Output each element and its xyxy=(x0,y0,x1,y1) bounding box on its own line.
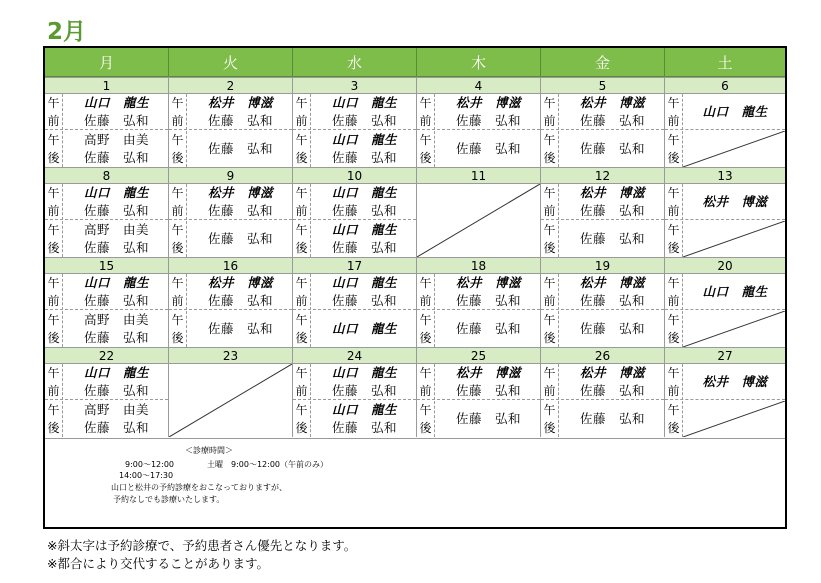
day-cell xyxy=(665,257,785,347)
doctor-name: 佐藤 弘和 xyxy=(455,293,521,308)
weekday-header-cell: 火 xyxy=(169,48,293,77)
closed-slash xyxy=(417,184,540,257)
weekday-header-cell: 木 xyxy=(417,48,541,77)
doctor-name: 佐藤 弘和 xyxy=(83,240,149,255)
date-number: 2 xyxy=(169,77,292,94)
date-number: 3 xyxy=(293,77,416,94)
month-title: 2月 xyxy=(47,19,87,45)
doctor-name: 松井 博滋 xyxy=(455,365,521,380)
day-cell xyxy=(45,257,169,347)
afternoon-slot xyxy=(541,131,664,167)
morning-slot xyxy=(665,184,785,220)
session-label: 午 後 xyxy=(541,221,559,257)
day-cell xyxy=(665,347,785,437)
closed-slash xyxy=(169,364,292,437)
date-number: 12 xyxy=(541,167,664,184)
morning-slot xyxy=(45,274,168,310)
date-number: 5 xyxy=(541,77,664,94)
doctor-name: 佐藤 弘和 xyxy=(207,231,273,246)
doctor-name: 山口 龍生 xyxy=(331,222,397,237)
session-label: 午 前 xyxy=(293,364,311,400)
day-cell xyxy=(45,347,169,437)
doctor-name: 佐藤 弘和 xyxy=(455,383,521,398)
doctor-name: 松井 博滋 xyxy=(702,194,768,209)
session-label: 午 前 xyxy=(169,274,187,310)
session-label: 午 前 xyxy=(541,274,559,310)
session-label: 午 後 xyxy=(169,131,187,167)
footer-note-2: ※都合により交代することがあります。 xyxy=(47,556,269,571)
session-label: 午 後 xyxy=(45,221,63,257)
session-label: 午 前 xyxy=(293,184,311,220)
doctor-name: 佐藤 弘和 xyxy=(331,113,397,128)
session-label: 午 前 xyxy=(45,274,63,310)
hours-note-2: 予約なしでも診療いたします。 xyxy=(113,495,225,504)
session-label: 午 後 xyxy=(169,311,187,347)
afternoon-slot xyxy=(45,311,168,347)
doctor-name: 佐藤 弘和 xyxy=(455,113,521,128)
session-label: 午 前 xyxy=(45,184,63,220)
doctor-name: 佐藤 弘和 xyxy=(207,321,273,336)
session-label: 午 後 xyxy=(665,311,683,347)
session-label: 午 前 xyxy=(293,94,311,130)
doctor-name: 佐藤 弘和 xyxy=(331,420,397,435)
doctor-name: 佐藤 弘和 xyxy=(579,113,645,128)
doctor-name: 山口 龍生 xyxy=(331,95,397,110)
morning-slot xyxy=(665,364,785,400)
session-label: 午 前 xyxy=(45,94,63,130)
afternoon-slot xyxy=(293,131,416,167)
session-label: 午 後 xyxy=(169,221,187,257)
day-cell xyxy=(665,167,785,257)
doctor-name: 山口 龍生 xyxy=(331,365,397,380)
day-cell xyxy=(417,257,541,347)
date-number: 1 xyxy=(45,77,168,94)
session-label: 午 前 xyxy=(665,184,683,220)
weekday-header-cell: 金 xyxy=(541,48,665,77)
weekday-header-cell: 水 xyxy=(293,48,417,77)
doctor-name: 山口 龍生 xyxy=(83,95,149,110)
afternoon-slot xyxy=(541,401,664,437)
session-label: 午 後 xyxy=(45,401,63,437)
afternoon-slot xyxy=(417,131,540,167)
session-label: 午 後 xyxy=(293,131,311,167)
day-cell xyxy=(417,77,541,167)
closed-slash xyxy=(683,131,785,167)
doctor-name: 佐藤 弘和 xyxy=(331,293,397,308)
doctor-name: 高野 由美 xyxy=(83,402,149,417)
date-number: 19 xyxy=(541,257,664,274)
session-label: 午 後 xyxy=(541,131,559,167)
morning-slot xyxy=(417,94,540,130)
hours-heading: ＜診療時間＞ xyxy=(185,446,233,455)
session-label: 午 前 xyxy=(169,94,187,130)
afternoon-slot xyxy=(45,401,168,437)
doctor-name: 佐藤 弘和 xyxy=(579,203,645,218)
afternoon-slot xyxy=(293,311,416,347)
date-number: 8 xyxy=(45,167,168,184)
morning-slot xyxy=(169,184,292,220)
doctor-name: 佐藤 弘和 xyxy=(579,383,645,398)
weekday-header-cell: 月 xyxy=(45,48,169,77)
afternoon-slot xyxy=(665,131,785,167)
session-label: 午 後 xyxy=(665,131,683,167)
morning-slot xyxy=(169,274,292,310)
doctor-name: 山口 龍生 xyxy=(83,185,149,200)
session-label: 午 後 xyxy=(293,401,311,437)
doctor-name: 松井 博滋 xyxy=(579,275,645,290)
morning-slot xyxy=(45,184,168,220)
morning-slot xyxy=(45,364,168,400)
session-label: 午 前 xyxy=(665,364,683,400)
doctor-name: 山口 龍生 xyxy=(331,275,397,290)
session-label: 午 後 xyxy=(417,131,435,167)
weekday-header xyxy=(45,48,785,77)
session-label: 午 後 xyxy=(293,311,311,347)
doctor-name: 佐藤 弘和 xyxy=(455,141,521,156)
hours-notes xyxy=(45,438,785,528)
afternoon-slot xyxy=(665,221,785,257)
doctor-name: 高野 由美 xyxy=(83,222,149,237)
week-row xyxy=(45,257,785,347)
calendar-table xyxy=(43,46,787,529)
doctor-name: 佐藤 弘和 xyxy=(331,240,397,255)
doctor-name: 佐藤 弘和 xyxy=(83,420,149,435)
date-number: 17 xyxy=(293,257,416,274)
doctor-name: 山口 龍生 xyxy=(702,104,768,119)
morning-slot xyxy=(293,94,416,130)
hours-saturday: 土曜 9:00～12:00（午前のみ） xyxy=(207,460,329,469)
afternoon-slot xyxy=(293,401,416,437)
session-label: 午 前 xyxy=(665,94,683,130)
doctor-name: 佐藤 弘和 xyxy=(207,293,273,308)
doctor-name: 佐藤 弘和 xyxy=(83,113,149,128)
session-label: 午 後 xyxy=(417,401,435,437)
date-number: 10 xyxy=(293,167,416,184)
afternoon-slot xyxy=(665,311,785,347)
doctor-name: 佐藤 弘和 xyxy=(331,150,397,165)
day-cell xyxy=(417,347,541,437)
doctor-name: 佐藤 弘和 xyxy=(83,203,149,218)
morning-slot xyxy=(169,94,292,130)
doctor-name: 佐藤 弘和 xyxy=(83,383,149,398)
date-number: 26 xyxy=(541,347,664,364)
day-cell xyxy=(293,257,417,347)
doctor-name: 佐藤 弘和 xyxy=(579,411,645,426)
afternoon-slot xyxy=(665,401,785,437)
day-cell xyxy=(45,167,169,257)
doctor-name: 松井 博滋 xyxy=(579,185,645,200)
session-label: 午 後 xyxy=(293,221,311,257)
doctor-name: 佐藤 弘和 xyxy=(455,321,521,336)
doctor-name: 佐藤 弘和 xyxy=(331,383,397,398)
doctor-name: 佐藤 弘和 xyxy=(579,321,645,336)
afternoon-slot xyxy=(45,131,168,167)
session-label: 午 後 xyxy=(417,311,435,347)
morning-slot xyxy=(541,274,664,310)
doctor-name: 松井 博滋 xyxy=(579,365,645,380)
afternoon-slot xyxy=(541,311,664,347)
session-label: 午 前 xyxy=(293,274,311,310)
session-label: 午 後 xyxy=(541,401,559,437)
weekday-header-cell: 土 xyxy=(665,48,785,77)
session-label: 午 前 xyxy=(665,274,683,310)
closed-slash xyxy=(683,311,785,347)
day-cell xyxy=(541,77,665,167)
doctor-name: 松井 博滋 xyxy=(455,275,521,290)
session-label: 午 前 xyxy=(417,364,435,400)
session-label: 午 前 xyxy=(417,94,435,130)
footer-note-1: ※斜太字は予約診療で、予約患者さん優先となります。 xyxy=(47,538,357,553)
morning-slot xyxy=(293,274,416,310)
session-label: 午 前 xyxy=(417,274,435,310)
morning-slot xyxy=(665,274,785,310)
doctor-name: 山口 龍生 xyxy=(331,185,397,200)
session-label: 午 後 xyxy=(665,221,683,257)
doctor-name: 佐藤 弘和 xyxy=(579,231,645,246)
morning-slot xyxy=(541,184,664,220)
morning-slot xyxy=(293,184,416,220)
session-label: 午 前 xyxy=(541,184,559,220)
doctor-name: 高野 由美 xyxy=(83,132,149,147)
doctor-name: 松井 博滋 xyxy=(455,95,521,110)
date-number: 11 xyxy=(417,167,540,184)
afternoon-slot xyxy=(541,221,664,257)
date-number: 16 xyxy=(169,257,292,274)
doctor-name: 松井 博滋 xyxy=(579,95,645,110)
doctor-name: 山口 龍生 xyxy=(702,284,768,299)
morning-slot xyxy=(293,364,416,400)
day-cell xyxy=(45,77,169,167)
afternoon-slot xyxy=(169,311,292,347)
day-cell xyxy=(417,167,541,257)
date-number: 4 xyxy=(417,77,540,94)
doctor-name: 松井 博滋 xyxy=(702,374,768,389)
session-label: 午 前 xyxy=(541,364,559,400)
doctor-name: 佐藤 弘和 xyxy=(207,113,273,128)
session-label: 午 前 xyxy=(541,94,559,130)
afternoon-slot xyxy=(293,221,416,257)
afternoon-slot xyxy=(45,221,168,257)
session-label: 午 後 xyxy=(541,311,559,347)
doctor-name: 山口 龍生 xyxy=(331,321,397,336)
week-row xyxy=(45,77,785,167)
doctor-name: 山口 龍生 xyxy=(83,365,149,380)
morning-slot xyxy=(45,94,168,130)
week-row xyxy=(45,167,785,257)
date-number: 13 xyxy=(665,167,785,184)
doctor-name: 山口 龍生 xyxy=(331,132,397,147)
hours-note-1: 山口と松井の予約診療をおこなっておりますが、 xyxy=(111,483,287,492)
session-label: 午 後 xyxy=(665,401,683,437)
session-label: 午 前 xyxy=(169,184,187,220)
date-number: 23 xyxy=(169,347,292,364)
doctor-name: 佐藤 弘和 xyxy=(579,293,645,308)
doctor-name: 佐藤 弘和 xyxy=(207,203,273,218)
closed-slash xyxy=(683,401,785,437)
date-number: 25 xyxy=(417,347,540,364)
day-cell xyxy=(541,347,665,437)
morning-slot xyxy=(417,274,540,310)
date-number: 27 xyxy=(665,347,785,364)
doctor-name: 佐藤 弘和 xyxy=(83,330,149,345)
day-cell xyxy=(169,257,293,347)
morning-slot xyxy=(541,364,664,400)
session-label: 午 後 xyxy=(45,311,63,347)
doctor-name: 佐藤 弘和 xyxy=(579,141,645,156)
afternoon-slot xyxy=(417,401,540,437)
date-number: 22 xyxy=(45,347,168,364)
afternoon-slot xyxy=(417,311,540,347)
date-number: 20 xyxy=(665,257,785,274)
doctor-name: 山口 龍生 xyxy=(83,275,149,290)
morning-slot xyxy=(665,94,785,130)
day-cell xyxy=(293,167,417,257)
hours-weekday-am: 9:00～12:00 xyxy=(125,460,175,469)
day-cell xyxy=(541,167,665,257)
morning-slot xyxy=(541,94,664,130)
doctor-name: 佐藤 弘和 xyxy=(455,411,521,426)
session-label: 午 前 xyxy=(45,364,63,400)
date-number: 15 xyxy=(45,257,168,274)
doctor-name: 松井 博滋 xyxy=(207,275,273,290)
week-row xyxy=(45,347,785,437)
day-cell xyxy=(169,347,293,437)
day-cell xyxy=(541,257,665,347)
afternoon-slot xyxy=(169,221,292,257)
day-cell xyxy=(169,167,293,257)
doctor-name: 佐藤 弘和 xyxy=(83,150,149,165)
hours-weekday-pm: 14:00～17:30 xyxy=(119,471,174,480)
closed-slash xyxy=(683,221,785,257)
date-number: 24 xyxy=(293,347,416,364)
doctor-name: 山口 龍生 xyxy=(331,402,397,417)
doctor-name: 佐藤 弘和 xyxy=(207,141,273,156)
session-label: 午 後 xyxy=(45,131,63,167)
doctor-name: 佐藤 弘和 xyxy=(331,203,397,218)
date-number: 6 xyxy=(665,77,785,94)
doctor-name: 松井 博滋 xyxy=(207,185,273,200)
doctor-name: 松井 博滋 xyxy=(207,95,273,110)
doctor-name: 高野 由美 xyxy=(83,312,149,327)
day-cell xyxy=(293,347,417,437)
date-number: 9 xyxy=(169,167,292,184)
day-cell xyxy=(665,77,785,167)
afternoon-slot xyxy=(169,131,292,167)
day-cell xyxy=(293,77,417,167)
date-number: 18 xyxy=(417,257,540,274)
doctor-name: 佐藤 弘和 xyxy=(83,293,149,308)
morning-slot xyxy=(417,364,540,400)
day-cell xyxy=(169,77,293,167)
